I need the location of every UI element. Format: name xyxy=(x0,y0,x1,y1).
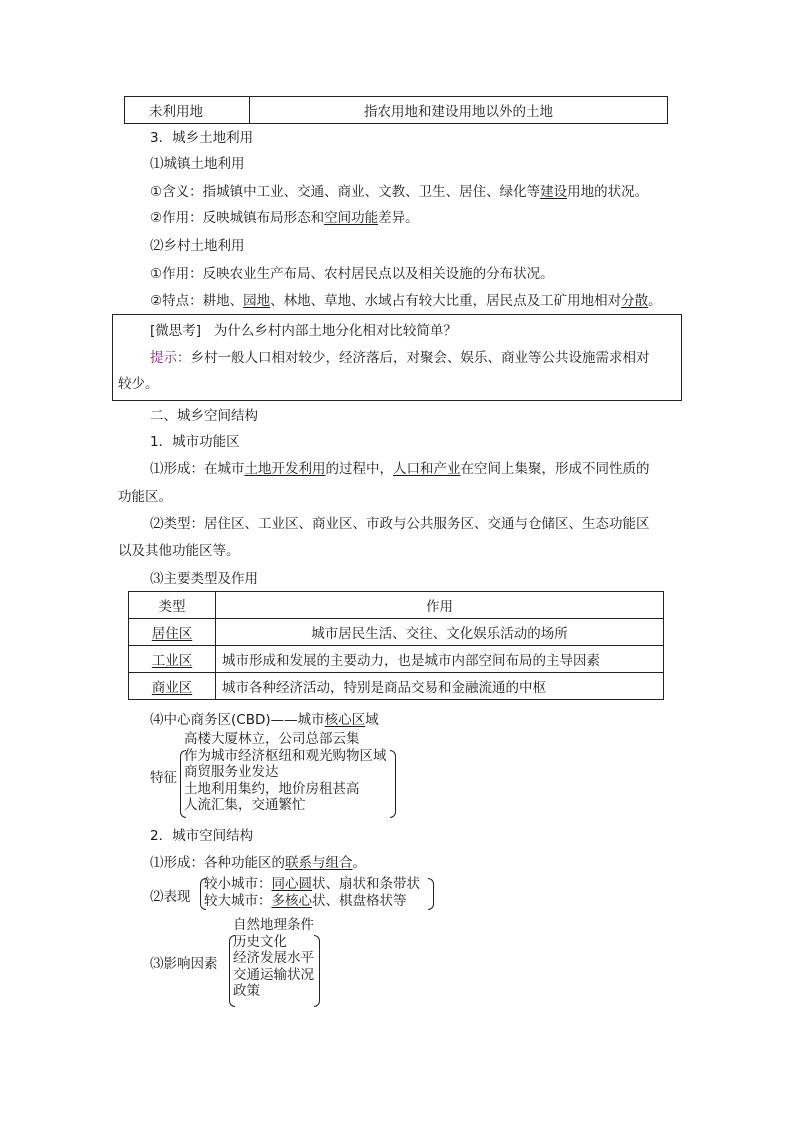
urban-func-u: 空间功能 xyxy=(324,210,379,226)
rural-feat-a: ②特点：耕地、 xyxy=(150,293,244,309)
list-item: 自然地理条件 xyxy=(233,917,314,933)
urban-title: ⑴城镇土地利用 xyxy=(150,156,245,172)
func-form-u2: 人口和产业 xyxy=(393,461,461,477)
list-item: 交通运输状况 xyxy=(233,966,314,983)
table-row xyxy=(129,646,664,673)
list-item: 作为城市经济枢纽和观光购物区域 xyxy=(184,747,387,764)
answer-line-1: 乡村一般人口相对较少，经济落后，对聚会、娱乐、商业等公共设施需求相对 xyxy=(190,350,650,366)
list-item: 土地利用集约，地价房租甚高 xyxy=(184,780,360,797)
func-type-line-2: 以及其他功能区等。 xyxy=(118,543,240,559)
think-answer-2: 较少。 xyxy=(118,376,159,392)
large-a: 较大城市： xyxy=(204,893,272,909)
func-form-b: 的过程中， xyxy=(325,461,393,477)
table-header-row xyxy=(129,592,664,619)
urban-func-b: 差异。 xyxy=(378,210,419,226)
rural-feat-u1: 园地 xyxy=(243,293,271,309)
think-answer-1 xyxy=(150,346,650,366)
main-type-title: ⑶主要类型及作用 xyxy=(150,571,258,587)
structure-form-a: ⑴形成：各种功能区的 xyxy=(150,855,285,871)
urban-def-u: 建设 xyxy=(540,184,568,200)
cbd-a: ⑷中心商务区(CBD)——城市 xyxy=(150,712,325,728)
table-row xyxy=(125,97,668,124)
hint-label: 提示： xyxy=(150,350,191,366)
zone-type: 居住区 xyxy=(129,619,216,646)
func-form-a: ⑴形成：在城市 xyxy=(150,461,245,477)
rural-feat-c: 。 xyxy=(648,293,662,309)
zone-type: 工业区 xyxy=(129,646,216,673)
large-b: 状、棋盘格状等 xyxy=(312,893,407,909)
zone-role: 城市形成和发展的主要动力，也是城市内部空间布局的主导因素 xyxy=(216,646,664,673)
zone-role: 城市居民生活、交往、文化娱乐活动的场所 xyxy=(216,619,664,646)
list-item: 历史文化 xyxy=(233,933,287,950)
list-item: 商贸服务业发达 xyxy=(184,764,279,780)
urban-def-b: 用地的状况。 xyxy=(567,184,649,200)
think-tag: [微思考] xyxy=(150,323,202,339)
feature-label: 特征 xyxy=(150,770,177,786)
structure-form-b: 。 xyxy=(352,855,366,871)
cbd-title xyxy=(150,708,379,728)
func-zone-title: 1．城市功能区 xyxy=(150,434,240,450)
zone-role: 城市各种经济活动，特别是商品交易和金融流通的中枢 xyxy=(216,673,664,700)
rural-func: ①作用：反映农业生产布局、农村居民点以及相关设施的分布状况。 xyxy=(150,266,554,282)
show-label: ⑵表现 xyxy=(150,889,191,905)
func-form-c: 在空间上集聚，形成不同性质的 xyxy=(460,461,650,477)
urban-func-a: ②作用：反映城镇布局形态和 xyxy=(150,210,325,226)
structure-title: 2．城市空间结构 xyxy=(150,828,254,844)
cbd-u: 核心区 xyxy=(324,712,366,728)
rural-feat-u2: 分散 xyxy=(621,293,649,309)
rural-feat xyxy=(150,289,662,309)
list-item xyxy=(204,893,420,910)
rural-title: ⑵乡村土地利用 xyxy=(150,238,245,254)
list-item xyxy=(204,876,420,893)
list-item: 高楼大厦林立，公司总部云集 xyxy=(184,731,360,747)
zone-table xyxy=(128,591,664,700)
list-item: 经济发展水平 xyxy=(233,950,314,966)
header-type: 类型 xyxy=(129,592,216,619)
land-table xyxy=(124,96,668,124)
small-a: 较小城市： xyxy=(204,876,272,892)
zone-type: 商业区 xyxy=(129,673,216,700)
land-term: 未利用地 xyxy=(125,97,250,124)
think-question xyxy=(150,319,457,339)
factor-list xyxy=(233,917,314,1000)
table-row xyxy=(129,619,664,646)
cbd-b: 域 xyxy=(365,712,379,728)
func-form-line xyxy=(150,457,650,477)
factor-label: ⑶影响因素 xyxy=(150,956,218,972)
structure-form xyxy=(150,851,366,871)
urban-def-a: ①含义：指城镇中工业、交通、商业、文教、卫生、居住、绿化等 xyxy=(150,184,541,200)
table-row xyxy=(129,673,664,700)
list-item: 政策 xyxy=(233,983,260,999)
think-question-text: 为什么乡村内部土地分化相对比较简单？ xyxy=(213,323,457,339)
land-def: 指农用地和建设用地以外的土地 xyxy=(250,97,668,124)
section-2-title: 二、城乡空间结构 xyxy=(150,408,258,424)
section-3-title: 3．城乡土地利用 xyxy=(150,130,254,146)
func-form-line-2: 功能区。 xyxy=(118,489,172,505)
show-list xyxy=(204,876,420,910)
func-type-line-1: ⑵类型：居住区、工业区、商业区、市政与公共服务区、交通与仓储区、生态功能区 xyxy=(150,516,650,532)
rural-feat-b: 、林地、草地、水域占有较大比重，居民点及工矿用地相对 xyxy=(270,293,622,309)
small-b: 状、扇状和条带状 xyxy=(312,876,420,892)
large-u: 多核心 xyxy=(271,893,312,909)
func-form-u1: 土地开发利用 xyxy=(244,461,326,477)
list-item: 人流汇集，交通繁忙 xyxy=(184,797,306,813)
small-u: 同心圆 xyxy=(271,876,312,892)
urban-func xyxy=(150,206,419,226)
show-brace-right xyxy=(428,878,434,910)
structure-form-u: 联系与组合 xyxy=(285,855,353,871)
urban-def xyxy=(150,180,648,200)
factor-brace-right xyxy=(314,935,320,1007)
feature-brace-right xyxy=(390,750,396,818)
header-role: 作用 xyxy=(216,592,664,619)
feature-list xyxy=(184,731,387,814)
